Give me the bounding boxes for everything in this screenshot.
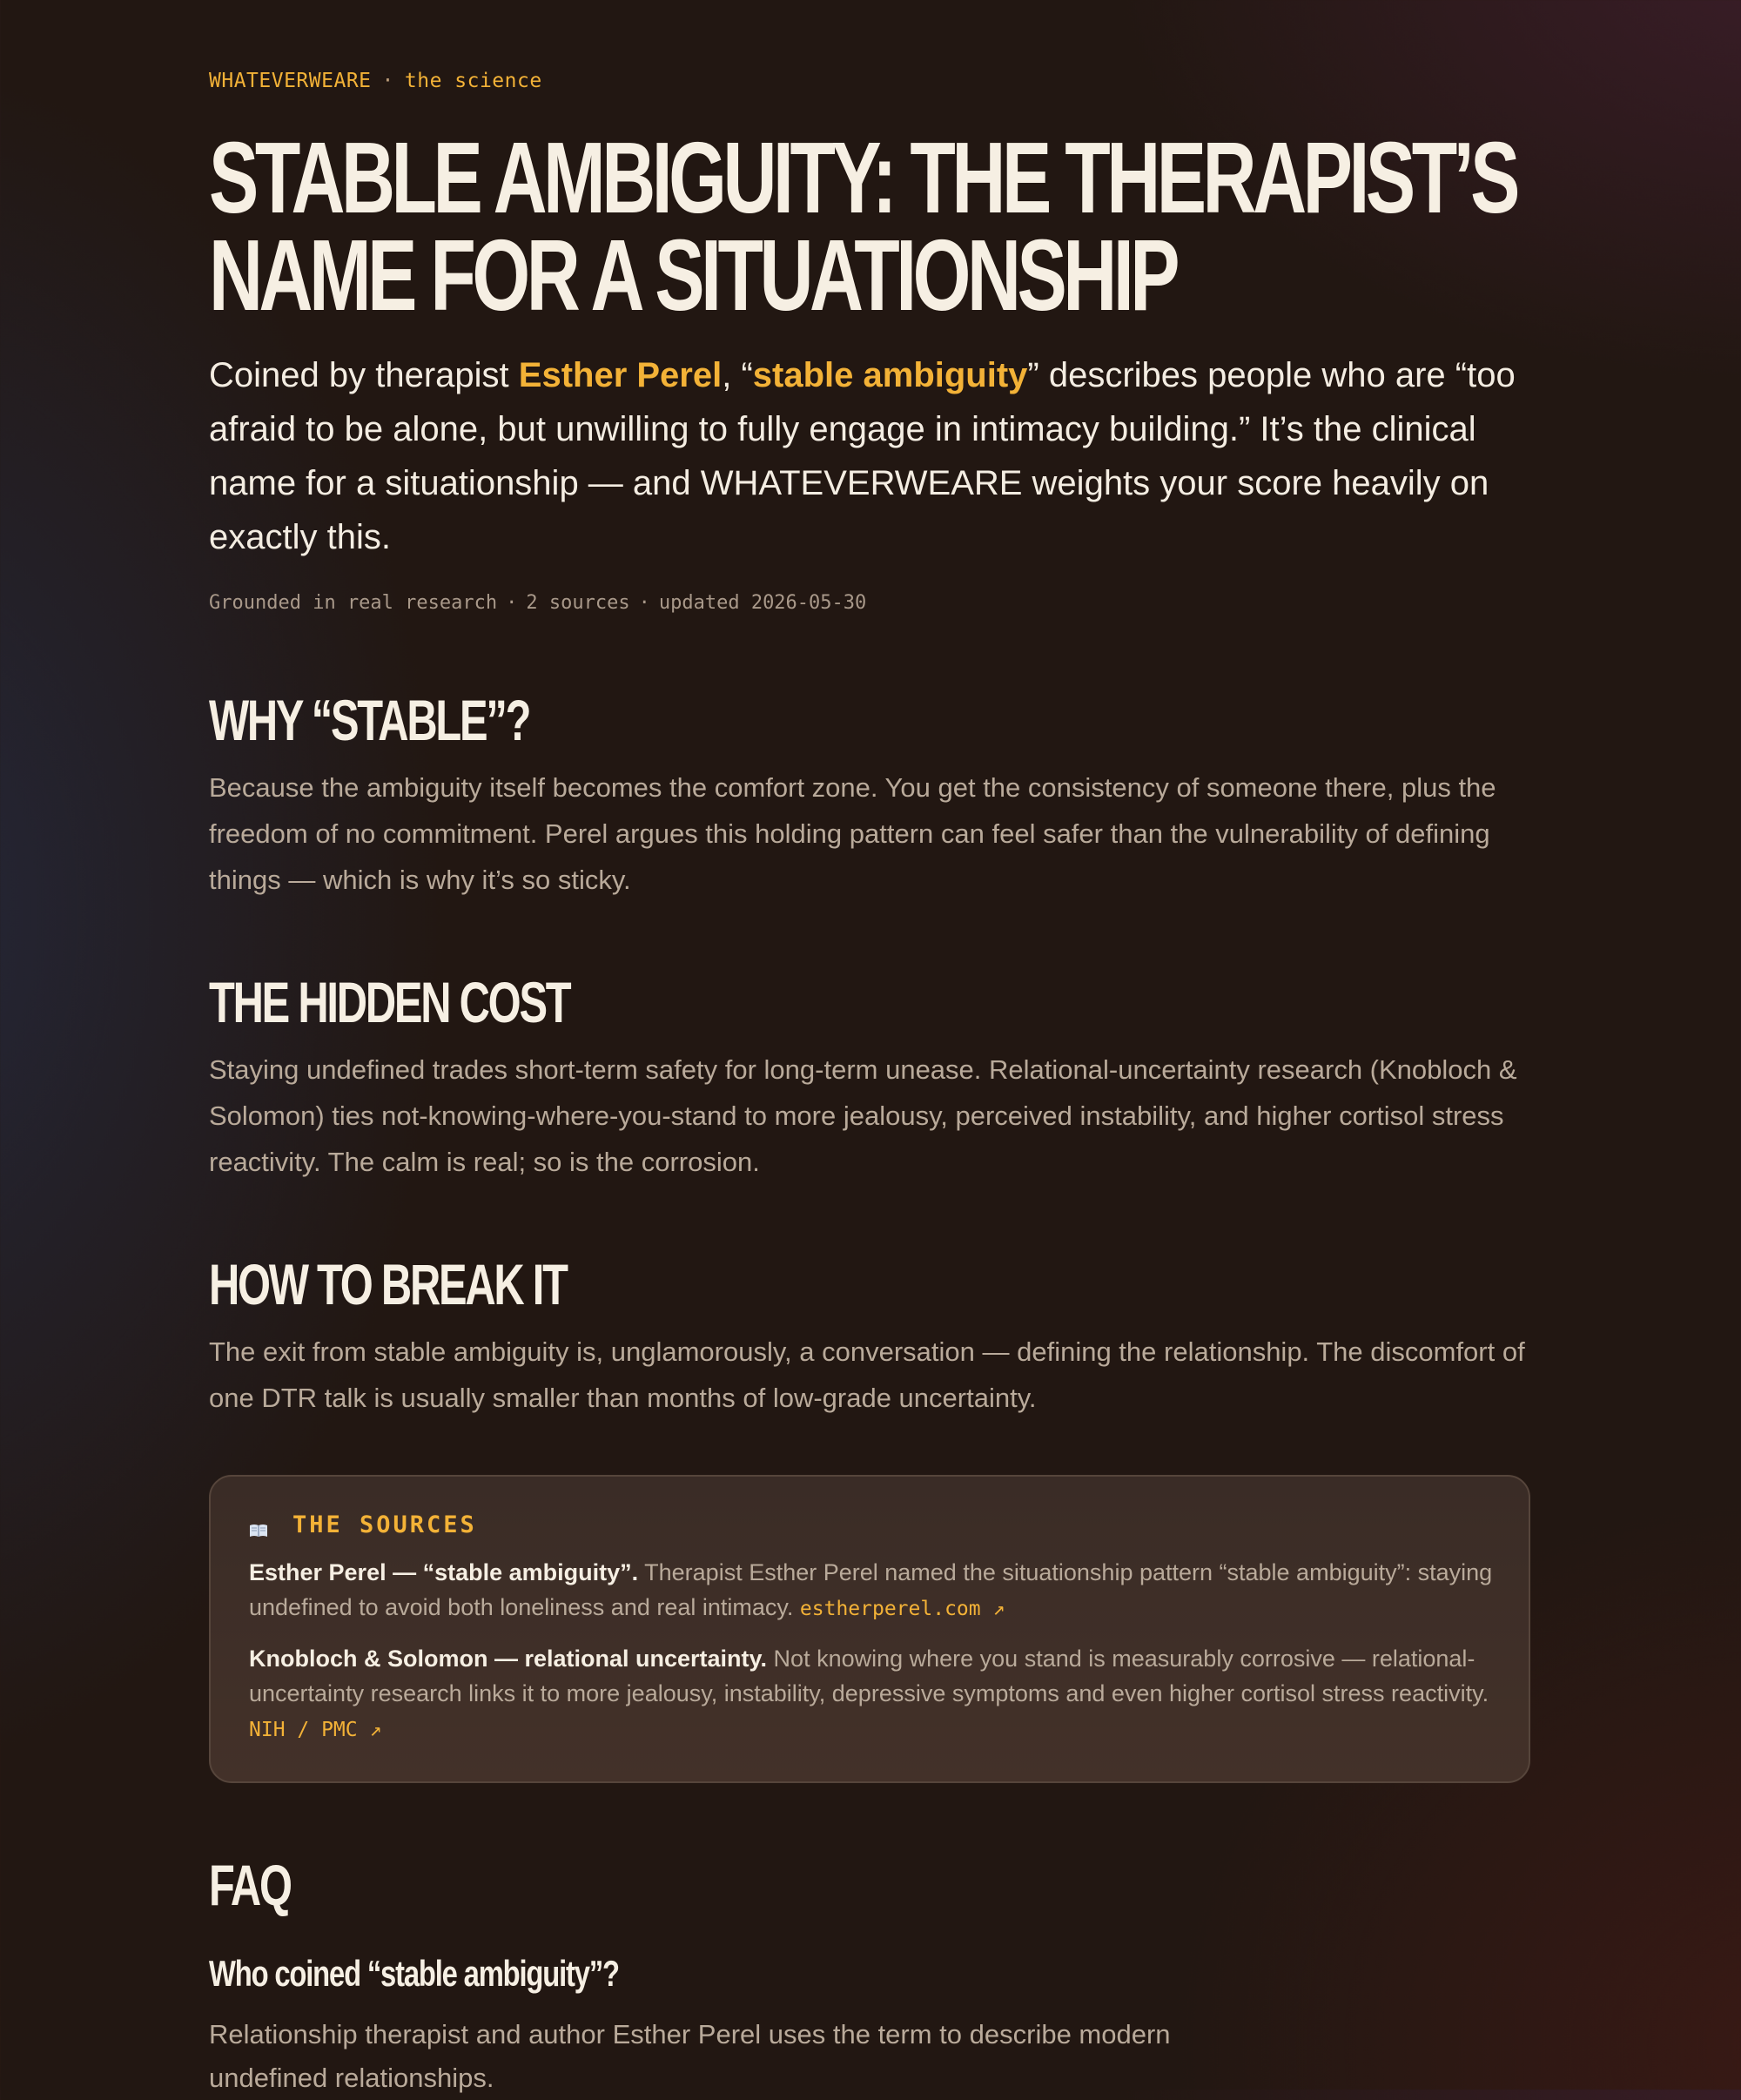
source-link[interactable]: NIH / PMC ↗ [249, 1719, 382, 1741]
source-item [249, 1555, 1494, 1626]
page-title [209, 121, 1529, 332]
section-heading-how-to-break-it: HOW TO BREAK IT [209, 1252, 567, 1316]
section-heading-why-stable: WHY “STABLE”? [209, 688, 530, 752]
section-body-hidden-cost: Staying undefined trades short-term safety for long-term unease. Relational-uncertainty research (Knobloch & Solomon) ties not-knowing-where-you-stand to more jealousy, perceived instability, and higher cortisol stress reactivity. The calm is real; so is the corrosion. [209, 1054, 1517, 1177]
book-icon [249, 1524, 268, 1538]
meta-separator: · [506, 592, 518, 614]
breadcrumb-separator: · [381, 70, 394, 92]
meta-sources-count: 2 sources [526, 592, 630, 614]
meta-separator: · [638, 592, 650, 614]
source-text: Therapist Esther Perel named the situationship pattern “stable ambiguity”: staying undefined to avoid both loneliness and real intimacy. [249, 1559, 1493, 1620]
article-meta [209, 592, 866, 614]
lede-text-2: , “ [722, 356, 753, 394]
lede-highlight-name: Esther Perel [518, 356, 723, 394]
section-heading-hidden-cost: THE HIDDEN COST [209, 970, 570, 1034]
faq-answer: Relationship therapist and author Esther Perel uses the term to describe modern undefined relationships. [209, 2019, 1171, 2093]
lede-highlight-term: stable ambiguity [752, 356, 1028, 394]
faq-heading: FAQ [209, 1853, 291, 1917]
section-body-why-stable: Because the ambiguity itself becomes the comfort zone. You get the consistency of someone there, plus the freedom of no commitment. Perel argues this holding pattern can feel safer than the vulnerability of defining things — which is why it’s so sticky. [209, 772, 1496, 895]
page-title-line-1: STABLE AMBIGUITY: THE THERAPIST’S [209, 121, 1516, 234]
meta-updated: updated 2026-05-30 [658, 592, 867, 614]
breadcrumb-section-link[interactable]: the science [404, 70, 542, 92]
meta-grounded: Grounded in real research [209, 592, 498, 614]
source-label: Knobloch & Solomon — relational uncertainty. [249, 1646, 768, 1672]
section-body-how-to-break-it: The exit from stable ambiguity is, unglamorously, a conversation — defining the relationship. The discomfort of one DTR talk is usually smaller than months of low-grade uncertainty. [209, 1336, 1525, 1413]
sources-card [209, 1475, 1530, 1783]
sources-header [249, 1511, 477, 1538]
lede-text-1: Coined by therapist [209, 356, 519, 394]
breadcrumb-brand-link[interactable]: WHATEVERWEARE [209, 70, 372, 92]
lede-text-3: ” describes people who are “too afraid to be alone, but unwilling to fully engage in intimacy building.” It’s the clinical name for a situationship — and WHATEVERWEARE weights your score heavily on exactly this. [209, 356, 1516, 556]
source-link[interactable]: estherperel.com ↗ [799, 1598, 1005, 1620]
faq-question: Who coined “stable ambiguity”? [209, 1953, 619, 1994]
breadcrumb [209, 70, 542, 92]
source-item [249, 1641, 1494, 1747]
sources-title: THE SOURCES [292, 1511, 477, 1538]
lede-paragraph [209, 348, 1532, 564]
source-text: Not knowing where you stand is measurably corrosive — relational-uncertainty research links it to more jealousy, instability, depressive symptoms and even higher cortisol stress reactivity. [249, 1646, 1489, 1706]
page-title-line-2: NAME FOR A SITUATIONSHIP [209, 219, 1177, 332]
source-label: Esther Perel — “stable ambiguity”. [249, 1559, 639, 1585]
